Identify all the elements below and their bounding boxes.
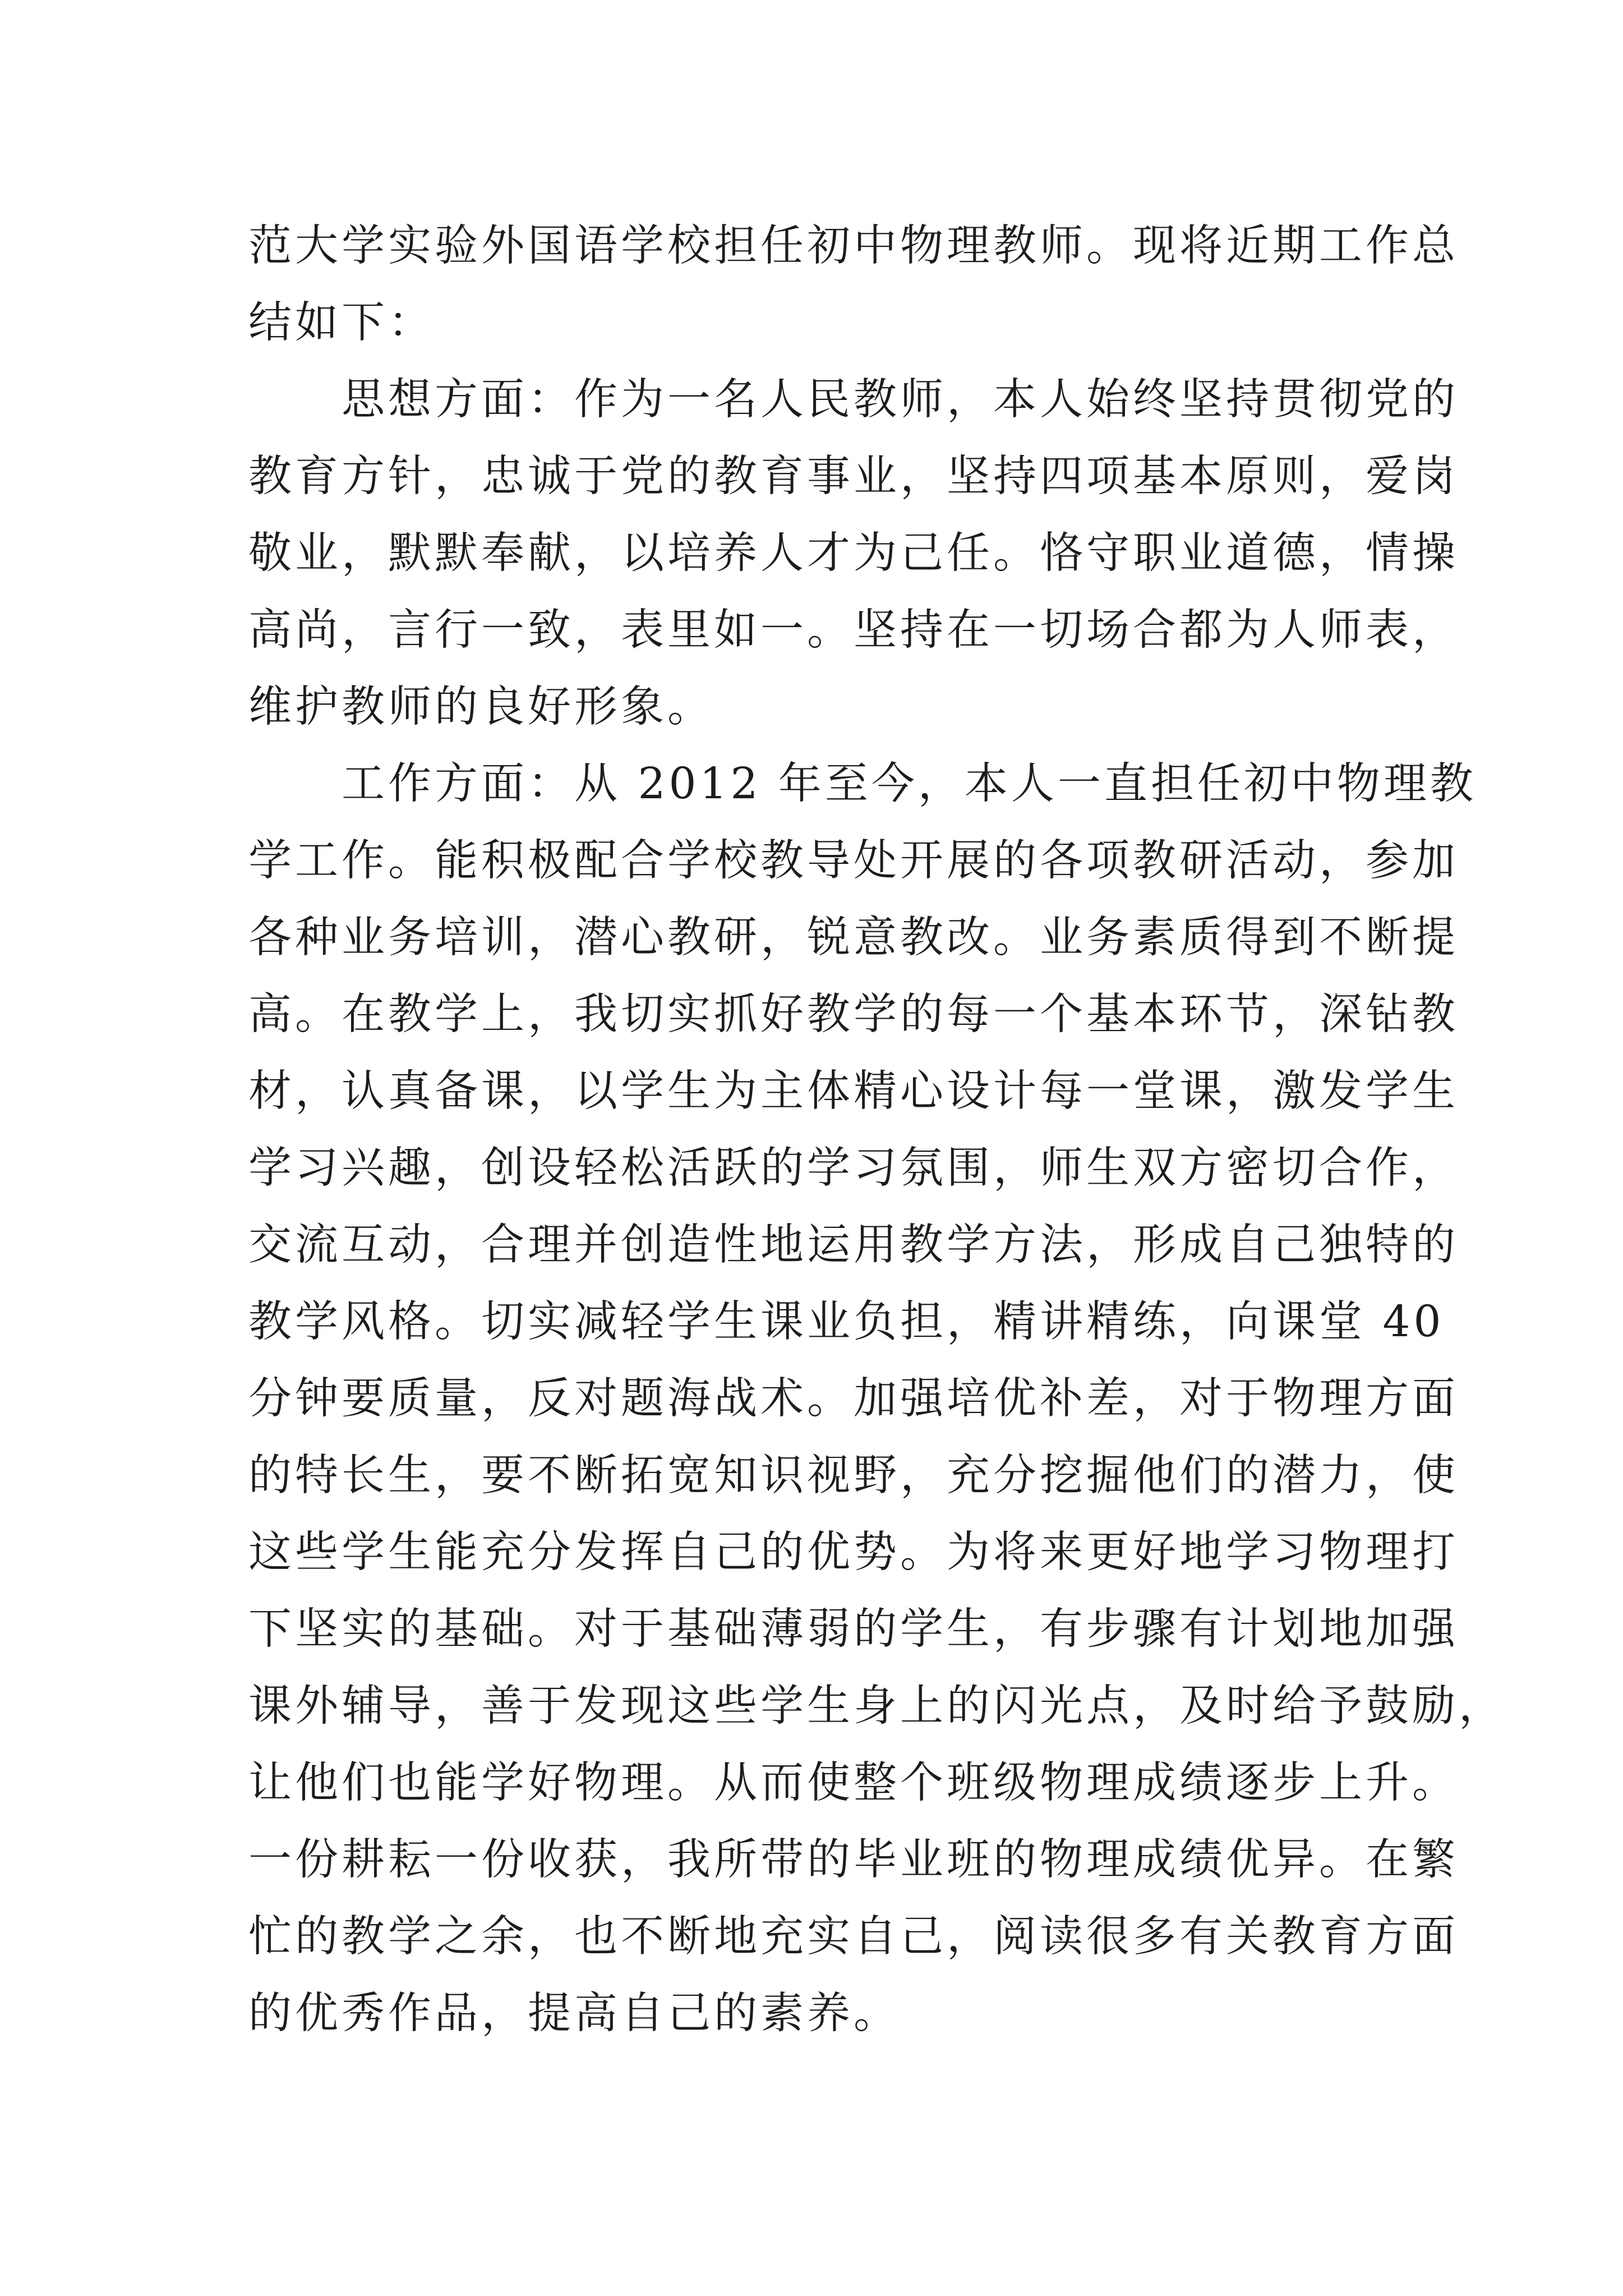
- text-line: 学工作。能积极配合学校教导处开展的各项教研活动，参加: [248, 836, 1459, 886]
- text-line: 敬业，默默奉献，以培养人才为己任。恪守职业道德，情操: [248, 528, 1459, 578]
- text-line: 结如下：: [248, 298, 435, 348]
- text-line: 让他们也能学好物理。从而使整个班级物理成绩逐步上升。: [248, 1758, 1459, 1808]
- text-line: 高。在教学上，我切实抓好教学的每一个基本环节，深钻教: [248, 990, 1459, 1039]
- paragraph-first-line: 工作方面：从 2012 年至今，本人一直担任初中物理教: [342, 759, 1477, 809]
- text-line: 交流互动，合理并创造性地运用教学方法，形成自己独特的: [248, 1220, 1459, 1270]
- text-line: 的优秀作品，提高自己的素养。: [248, 1989, 900, 2039]
- paragraph-first-line: 思想方面：作为一名人民教师，本人始终坚持贯彻党的: [342, 375, 1459, 425]
- text-line: 分钟要质量，反对题海战术。加强培优补差，对于物理方面: [248, 1374, 1459, 1424]
- text-line: 课外辅导，善于发现这些学生身上的闪光点，及时给予鼓励，: [248, 1681, 1505, 1731]
- text-line: 教育方针，忠诚于党的教育事业，坚持四项基本原则，爱岗: [248, 452, 1459, 501]
- text-line: 教学风格。切实减轻学生课业负担，精讲精练，向课堂 40: [248, 1297, 1445, 1347]
- text-line: 学习兴趣，创设轻松活跃的学习氛围，师生双方密切合作，: [248, 1143, 1459, 1193]
- text-line: 各种业务培训，潜心教研，锐意教改。业务素质得到不断提: [248, 913, 1459, 963]
- text-line: 维护教师的良好形象。: [248, 682, 714, 732]
- text-line: 下坚实的基础。对于基础薄弱的学生，有步骤有计划地加强: [248, 1604, 1459, 1654]
- text-line: 一份耕耘一份收获，我所带的毕业班的物理成绩优异。在繁: [248, 1835, 1459, 1885]
- document-body: [248, 208, 1505, 2052]
- text-line: 忙的教学之余，也不断地充实自己，阅读很多有关教育方面: [248, 1912, 1459, 1962]
- text-line: 材，认真备课，以学生为主体精心设计每一堂课，激发学生: [248, 1066, 1459, 1116]
- text-line: 高尚，言行一致，表里如一。坚持在一切场合都为人师表，: [248, 605, 1459, 655]
- text-line: 的特长生，要不断拓宽知识视野，充分挖掘他们的潜力，使: [248, 1451, 1459, 1501]
- text-line: 范大学实验外国语学校担任初中物理教师。现将近期工作总: [248, 221, 1459, 271]
- text-line: 这些学生能充分发挥自己的优势。为将来更好地学习物理打: [248, 1527, 1459, 1577]
